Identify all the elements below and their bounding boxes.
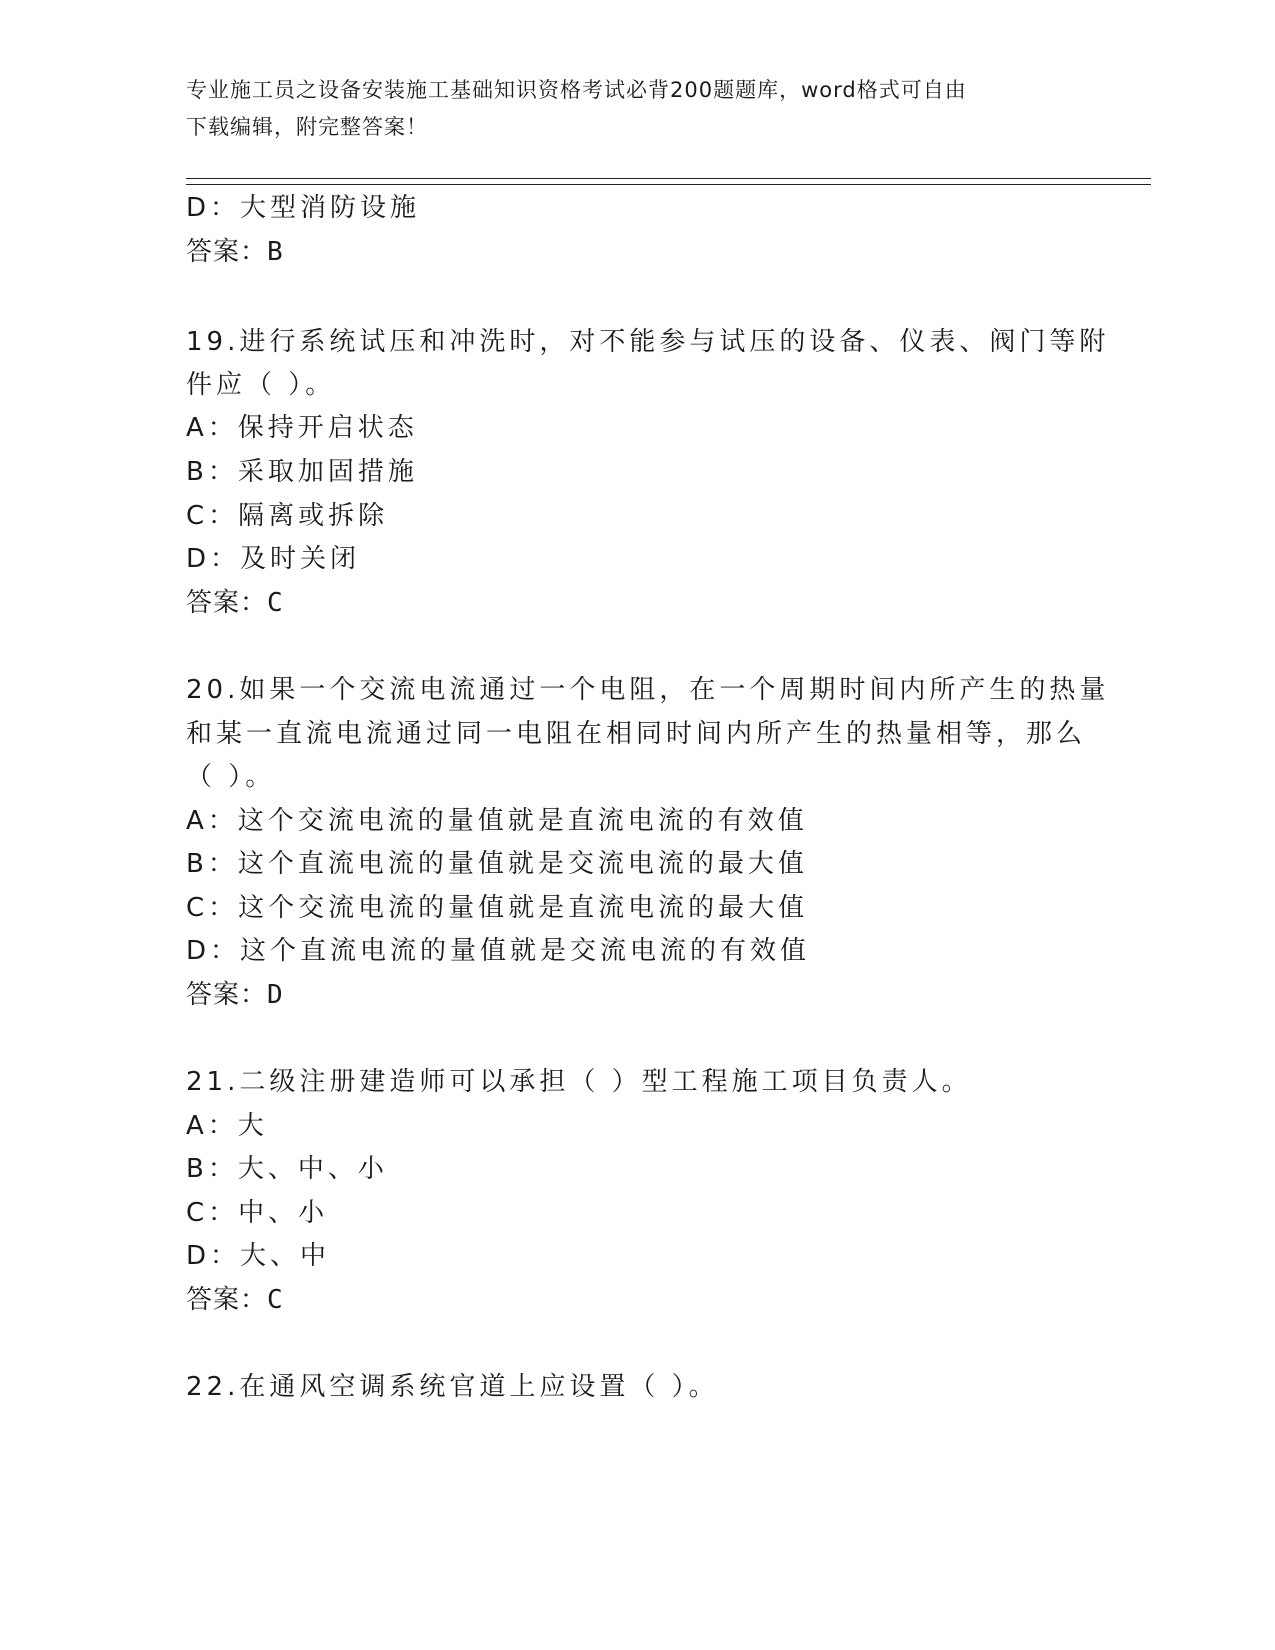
q21-option-c: C：中、小 <box>186 1198 329 1228</box>
q19-stem-line-1: 19.进行系统试压和冲洗时，对不能参与试压的设备、仪表、阀门等附 <box>186 327 1110 357</box>
q20-option-b: B：这个直流电流的量值就是交流电流的最大值 <box>186 849 808 879</box>
prev-answer <box>186 236 284 268</box>
q19-option-d: D：及时关闭 <box>186 544 361 574</box>
q20-stem-line-2: 和某一直流电流通过同一电阻在相同时间内所产生的热量相等，那么 <box>186 719 1087 749</box>
q21-answer <box>186 1284 284 1316</box>
q19-option-a: A：保持开启状态 <box>186 413 418 443</box>
answer-value: C <box>267 588 284 618</box>
answer-label: 答案： <box>186 980 268 1010</box>
q21-option-a: A：大 <box>186 1111 268 1141</box>
q21-option-b: B：大、中、小 <box>186 1154 388 1184</box>
document-header <box>186 72 1076 146</box>
header-line-1: 专业施工员之设备安装施工基础知识资格考试必背200题题库，word格式可自由 <box>186 78 967 102</box>
header-rule-bottom <box>186 184 1151 185</box>
q19-stem-line-2: 件应（ ）。 <box>186 370 336 400</box>
answer-value: C <box>267 1285 284 1315</box>
header-rule-top <box>186 178 1151 179</box>
answer-value: D <box>267 980 284 1010</box>
q20-option-d: D：这个直流电流的量值就是交流电流的有效值 <box>186 936 811 966</box>
q19-option-b: B：采取加固措施 <box>186 457 418 487</box>
q20-option-c: C：这个交流电流的量值就是直流电流的最大值 <box>186 893 809 923</box>
q22-stem-line-1: 22.在通风空调系统官道上应设置（ ）。 <box>186 1372 719 1402</box>
q19-answer <box>186 587 284 619</box>
q20-answer <box>186 979 284 1011</box>
answer-label: 答案： <box>186 588 268 618</box>
answer-label: 答案： <box>186 1285 268 1315</box>
q19-option-c: C：隔离或拆除 <box>186 501 389 531</box>
header-line-2: 下载编辑，附完整答案！ <box>186 115 428 139</box>
answer-label: 答案： <box>186 237 268 267</box>
q20-option-a: A：这个交流电流的量值就是直流电流的有效值 <box>186 806 808 836</box>
answer-value: B <box>267 237 284 267</box>
q20-stem-line-1: 20.如果一个交流电流通过一个电阻，在一个周期时间内所产生的热量 <box>186 675 1110 705</box>
q21-option-d: D：大、中 <box>186 1241 331 1271</box>
prev-option-d: D：大型消防设施 <box>186 193 421 223</box>
q21-stem-line-1: 21.二级注册建造师可以承担（ ）型工程施工项目负责人。 <box>186 1067 972 1097</box>
q20-stem-line-3: （ ）。 <box>186 762 276 792</box>
